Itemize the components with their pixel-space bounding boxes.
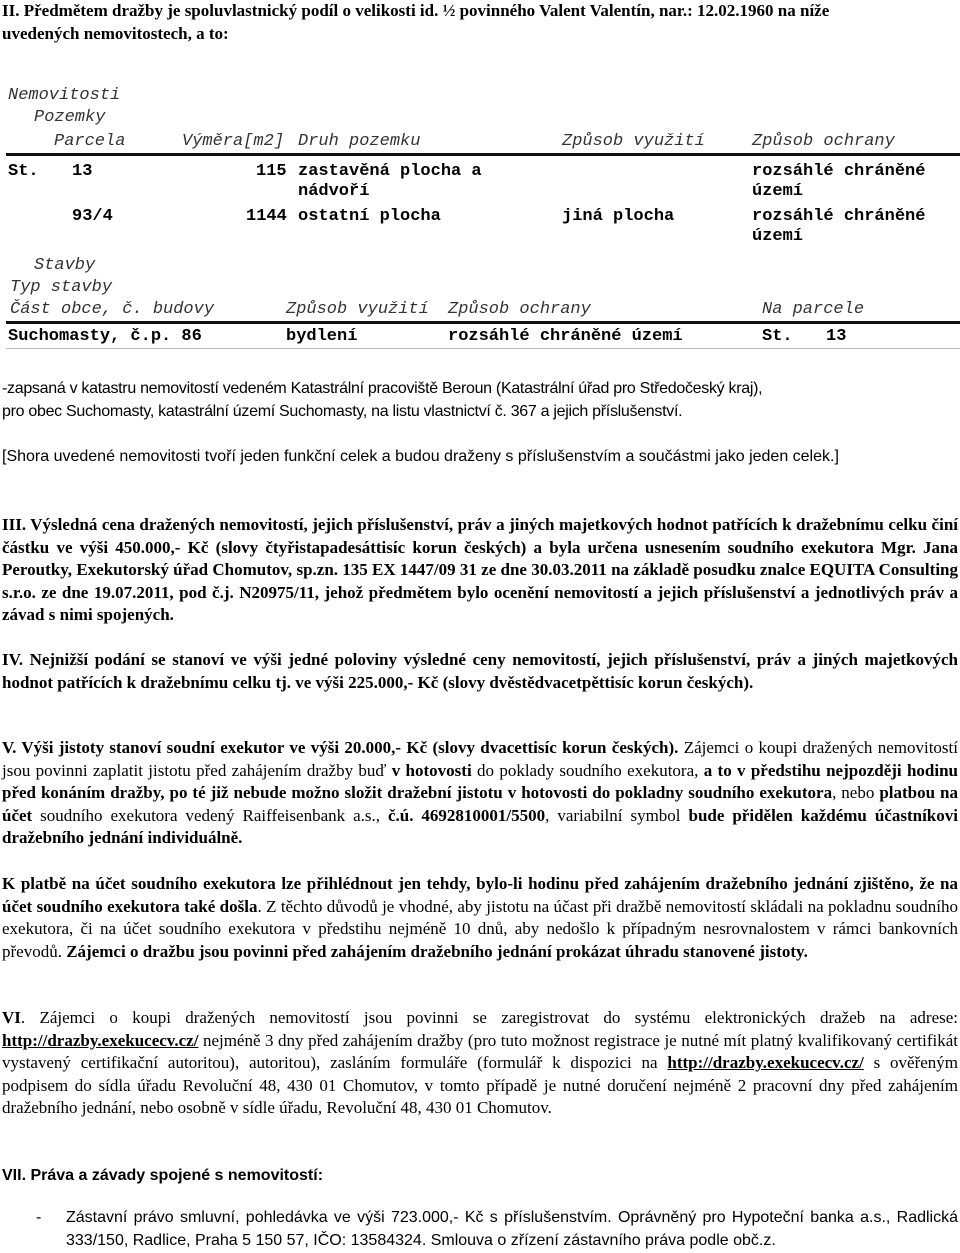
- land-col-area: Výměra[m2]: [182, 132, 285, 151]
- land-row2-type1: ostatní plocha: [298, 207, 441, 226]
- land-row1-prefix: St.: [8, 162, 39, 181]
- payment-paragraph: [2, 873, 958, 963]
- land-row1-type1: zastavěná plocha a: [298, 162, 482, 181]
- land-heading: Pozemky: [34, 108, 106, 127]
- land-row1-area: 115: [256, 162, 287, 181]
- section-v-s8: soudního exekutora vedený Raiffeisenbank a.s.,: [32, 805, 388, 825]
- section-iv-paragraph: IV. Nejnižší podání se stanoví ve výši jedné poloviny výsledné ceny nemovitostí, jejich příslušenství, práv a jiných majetkových hodnot patřících k dražebnímu celku tj. ve výši 225.000,- Kč (slovy dvěstědvacetpěttisíc korun českých).: [2, 650, 958, 692]
- section-ii-line1: II. Předmětem dražby je spoluvlastnický podíl o velikosti id. ½ povinného Valent Valentín, nar.: 12.02.1960 na níže: [2, 1, 830, 20]
- land-col-type: Druh pozemku: [298, 132, 421, 151]
- building-col-parcel: Na parcele: [762, 300, 865, 319]
- building-parcel-prefix: St.: [762, 327, 793, 346]
- land-row1-parcel: 13: [72, 162, 93, 181]
- land-row1-protection2: území: [752, 182, 804, 201]
- payment-s3: Zájemci o dražbu jsou povinni před zahájením dražebního jednání prokázat úhradu stanovené jistoty.: [66, 941, 808, 961]
- building-location: Suchomasty, č.p. 86: [8, 327, 202, 346]
- land-header-rule: [6, 153, 960, 156]
- building-col-protection: Způsob ochrany: [448, 300, 591, 319]
- section-v-paragraph: [2, 737, 958, 850]
- section-v-s2: Zájemci o koupi dražených nemovitostí jsou povinni zaplatit jistotu před zahájením dražby buď: [2, 738, 958, 780]
- section-v-s11: bude přidělen každému účastníkovi dražebního jednání individuálně.: [2, 805, 958, 847]
- section-vi-s4: s ověřeným podpisem do sídla úřadu Revoluční 48, 430 01 Chomutov, v tomto případě je nutné doručení nejméně 2 pracovní dny před zahájením dražebního jednání, nebo osobně v sídle úřadu, Revoluční 48, 430 01 Chomutov.: [2, 1053, 958, 1117]
- list-item: [2, 1207, 958, 1252]
- cadastre-line2: pro obec Suchomasty, katastrální území Suchomasty, na listu vlastnictví č. 367 a jejich příslušenství.: [2, 402, 683, 420]
- building-header-rule: [6, 321, 960, 324]
- section-iii-paragraph: III. Výsledná cena dražených nemovitostí, jejich příslušenství, práv a jiných majetkových hodnot patřících k dražebnímu celku činí částku ve výši 450.000,- Kč (slovy čtyřistapadesáttisíc korun českých) a byla určena usnesením soudního exekutora Mgr. Jana Peroutky, Exekutorský úřad Chomutov, sp.zn. 135 EX 1447/09 31 ze dne 30.03.2011 na základě posudku znalce EQUITA Consulting s.r.o. ze dne 19.07.2011, pod č.j. N20975/11, jehož předmětem bylo ocenění nemovitostí a jejich příslušenství a jednotlivých práv a závad s nimi spojených.: [2, 515, 958, 624]
- section-v-s6: , nebo: [832, 783, 880, 802]
- encumbrance-items: [2, 1207, 958, 1252]
- section-ii-line2: uvedených nemovitostech, a to:: [2, 23, 229, 43]
- functional-unit-paragraph: [Shora uvedené nemovitosti tvoří jeden funkční celek a budou draženy s příslušenstvím a součástmi jako jeden celek.]: [2, 448, 839, 465]
- land-col-protection: Způsob ochrany: [752, 132, 895, 151]
- land-col-parcel: Parcela: [54, 132, 126, 151]
- encumbrances-list: [2, 1207, 958, 1252]
- registry-title: Nemovitosti: [8, 86, 121, 105]
- building-heading: Stavby: [34, 256, 96, 275]
- registration-link-2[interactable]: http://drazby.exekucecv.cz/: [667, 1053, 864, 1072]
- building-col-use: Způsob využití: [286, 300, 429, 319]
- encumbrance-item-1: Zástavní právo smluvní, pohledávka ve výši 723.000,- Kč s příslušenstvím. Oprávněný pro Hypoteční banka a.s., Radlická 333/150, Radlice, Praha 5 150 57, IČO: 13584324. Smlouva o zřízení zástavního práva podle obč.z.: [66, 1209, 958, 1249]
- building-subheading: Typ stavby: [10, 278, 113, 297]
- section-vi-s1: VI: [2, 1008, 21, 1027]
- section-v-s9: č.ú. 4692810001/5500: [387, 805, 546, 825]
- cadastre-line1: -zapsaná v katastru nemovitostí vedeném Katastrální pracoviště Beroun (Katastrální úřad pro Středočeský kraj),: [2, 380, 763, 397]
- land-row2-protection2: území: [752, 227, 804, 246]
- land-row2-use: jiná plocha: [562, 207, 675, 226]
- payment-s1: K platbě na účet soudního exekutora lze přihlédnout jen tehdy, bylo-li hodinu před zahájením dražebního jednání zjištěno, že na účet soudního exekutora také došla: [2, 874, 958, 916]
- land-row2-protection1: rozsáhlé chráněné: [752, 207, 926, 226]
- section-v-s5: a to v předstihu nejpozději hodinu před konáním dražby, po té již nebude možno složit dražební jistotu v hotovosti do pokladny soudního exekutora: [2, 760, 958, 802]
- section-vi-s2: . Zájemci o koupi dražených nemovitostí jsou povinni se zaregistrovat do systému elektronických dražeb na adrese:: [20, 1008, 958, 1027]
- bullet-dash: -: [36, 1209, 42, 1226]
- section-v-s7: platbou na účet: [2, 783, 959, 825]
- land-row2-parcel: 93/4: [72, 207, 113, 226]
- registration-link-1[interactable]: http://drazby.exekucecv.cz/: [2, 1030, 199, 1050]
- section-ii-heading: [2, 0, 958, 45]
- building-protection: rozsáhlé chráněné území: [448, 327, 683, 346]
- land-row1-protection1: rozsáhlé chráněné: [752, 162, 926, 181]
- payment-s2: . Z těchto důvodů je vhodné, aby jistotu na účast při dražbě nemovitostí skládali na pokladnu soudního exekutora, či na účet soudního exekutora v předstihu nejméně 10 dnů, aby nedošlo k případným nesrovnalostem v rámci bankovních převodů.: [2, 896, 958, 961]
- building-col-location: Část obce, č. budovy: [10, 300, 215, 319]
- land-row2-area: 1144: [246, 207, 287, 226]
- section-vi-s3: nejméně 3 dny před zahájením dražby (pro tuto možnost registrace je nutné mít platný kvalifikovaný certifikát vystavený certifikační autoritou), autoritou), zasláním formuláře (formulář k dispozici na: [2, 1030, 958, 1072]
- section-v-s1: V. Výši jistoty stanoví soudní exekutor ve výši 20.000,- Kč (slovy dvacettisíc korun českých).: [2, 738, 679, 757]
- building-use: bydlení: [286, 327, 358, 346]
- section-v-s3: v hotovosti: [391, 760, 472, 780]
- section-v-s4: do poklady soudního exekutora,: [471, 760, 704, 780]
- section-vii-title: VII. Práva a závady spojené s nemovitostí:: [2, 1167, 324, 1184]
- land-row1-type2: nádvoří: [298, 182, 370, 201]
- land-col-use: Způsob využití: [562, 132, 705, 151]
- cadastre-paragraph: [2, 378, 958, 423]
- section-vi-paragraph: [2, 1007, 958, 1120]
- building-parcel: 13: [826, 327, 847, 346]
- building-bottom-rule: [6, 348, 960, 349]
- section-v-s10: , variabilní symbol: [545, 805, 689, 825]
- cadastral-excerpt: [6, 82, 960, 350]
